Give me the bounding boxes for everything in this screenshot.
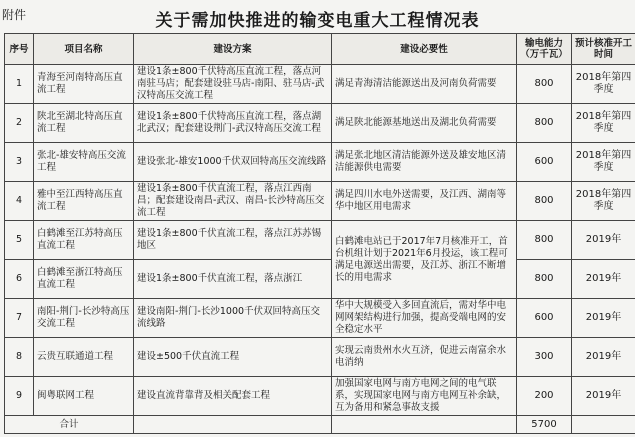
cell-capacity: 800 bbox=[517, 104, 572, 143]
cell-time: 2018年第四季度 bbox=[572, 143, 635, 182]
cell-name: 陕北至湖北特高压直流工程 bbox=[34, 104, 134, 143]
cell-plan: 建设±500千伏直流工程 bbox=[134, 338, 332, 377]
total-plan-empty bbox=[134, 416, 332, 434]
cell-name: 青海至河南特高压直流工程 bbox=[34, 65, 134, 104]
cell-no: 9 bbox=[5, 377, 34, 416]
cell-no: 6 bbox=[5, 260, 34, 299]
cell-need: 加强国家电网与南方电网之间的电气联系，实现国家电网与南方电网互补余缺，互为备用和紧急事故支援 bbox=[332, 377, 517, 416]
table-row bbox=[5, 104, 635, 143]
table-row bbox=[5, 221, 635, 260]
header-need: 建设必要性 bbox=[332, 34, 517, 65]
cell-plan: 建设直流背靠背及相关配套工程 bbox=[134, 377, 332, 416]
cell-capacity: 600 bbox=[517, 143, 572, 182]
cell-capacity: 800 bbox=[517, 260, 572, 299]
cell-need: 满足四川水电外送需要，及江西、湖南等华中地区用电需求 bbox=[332, 182, 517, 221]
cell-no: 3 bbox=[5, 143, 34, 182]
cell-capacity: 300 bbox=[517, 338, 572, 377]
cell-plan: 建设1条±800千伏特高压直流工程，落点河南驻马店；配套建设驻马店-南阳、驻马店-武汉特高压交流工程 bbox=[134, 65, 332, 104]
table-row bbox=[5, 182, 635, 221]
cell-name: 白鹤滩至江苏特高压直流工程 bbox=[34, 221, 134, 260]
projects-table bbox=[4, 33, 635, 434]
cell-capacity: 600 bbox=[517, 299, 572, 338]
header-name: 项目名称 bbox=[34, 34, 134, 65]
cell-no: 4 bbox=[5, 182, 34, 221]
cell-capacity: 800 bbox=[517, 182, 572, 221]
cell-no: 5 bbox=[5, 221, 34, 260]
cell-time: 2018年第四季度 bbox=[572, 104, 635, 143]
cell-need-merged: 白鹤滩电站已于2017年7月核准开工，首台机组计划于2021年6月投运，该工程可满足电源送出需要，及江苏、浙江不断增长的用电需求 bbox=[332, 221, 517, 299]
cell-name: 南阳-荆门-长沙特高压交流工程 bbox=[34, 299, 134, 338]
cell-time: 2019年 bbox=[572, 338, 635, 377]
cell-need: 华中大规模受入多回直流后，需对华中电网网架结构进行加强，提高受端电网的安全稳定水平 bbox=[332, 299, 517, 338]
cell-time: 2018年第四季度 bbox=[572, 65, 635, 104]
total-time-empty bbox=[572, 416, 635, 434]
cell-time: 2019年 bbox=[572, 260, 635, 299]
table-row bbox=[5, 299, 635, 338]
cell-time: 2018年第四季度 bbox=[572, 182, 635, 221]
table-row bbox=[5, 338, 635, 377]
cell-no: 2 bbox=[5, 104, 34, 143]
cell-plan: 建设1条±800千伏直流工程，落点江苏苏锡地区 bbox=[134, 221, 332, 260]
cell-name: 张北-雄安特高压交流工程 bbox=[34, 143, 134, 182]
table-row bbox=[5, 143, 635, 182]
cell-name: 闽粤联网工程 bbox=[34, 377, 134, 416]
cell-capacity: 200 bbox=[517, 377, 572, 416]
table-row bbox=[5, 260, 635, 299]
cell-need: 满足陕北能源基地送出及湖北负荷需要 bbox=[332, 104, 517, 143]
cell-capacity: 800 bbox=[517, 65, 572, 104]
cell-need: 实现云南贵州水火互济，促进云南富余水电消纳 bbox=[332, 338, 517, 377]
table-header-row bbox=[5, 34, 635, 65]
header-capacity: 输电能力（万千瓦） bbox=[517, 34, 572, 65]
cell-name: 白鹤滩至浙江特高压直流工程 bbox=[34, 260, 134, 299]
header-no: 序号 bbox=[5, 34, 34, 65]
cell-no: 7 bbox=[5, 299, 34, 338]
table-row bbox=[5, 377, 635, 416]
cell-need: 满足张北地区清洁能源外送及雄安地区清洁能源供电需要 bbox=[332, 143, 517, 182]
cell-plan: 建设南阳-荆门-长沙1000千伏双回特高压交流线路 bbox=[134, 299, 332, 338]
cell-need: 满足青海清洁能源送出及河南负荷需要 bbox=[332, 65, 517, 104]
header-time: 预计核准开工时间 bbox=[572, 34, 635, 65]
cell-time: 2019年 bbox=[572, 221, 635, 260]
cell-plan: 建设1条±800千伏特高压直流工程，落点湖北武汉；配套建设荆门-武汉特高压交流工程 bbox=[134, 104, 332, 143]
cell-time: 2019年 bbox=[572, 377, 635, 416]
cell-plan: 建设张北-雄安1000千伏双回特高压交流线路 bbox=[134, 143, 332, 182]
header-plan: 建设方案 bbox=[134, 34, 332, 65]
cell-plan: 建设1条±800千伏直流工程，落点江西南昌；配套建设南昌-武汉、南昌-长沙特高压交流工程 bbox=[134, 182, 332, 221]
total-label: 合计 bbox=[5, 416, 134, 434]
cell-time: 2019年 bbox=[572, 299, 635, 338]
cell-capacity: 800 bbox=[517, 221, 572, 260]
cell-name: 云贵互联通道工程 bbox=[34, 338, 134, 377]
page-title: 关于需加快推进的输变电重大工程情况表 bbox=[155, 11, 480, 31]
total-row bbox=[5, 416, 635, 434]
total-capacity: 5700 bbox=[517, 416, 572, 434]
total-need-empty bbox=[332, 416, 517, 434]
cell-plan: 建设1条±800千伏直流工程，落点浙江 bbox=[134, 260, 332, 299]
table-row bbox=[5, 65, 635, 104]
cell-no: 8 bbox=[5, 338, 34, 377]
cell-no: 1 bbox=[5, 65, 34, 104]
cell-name: 雅中至江西特高压直流工程 bbox=[34, 182, 134, 221]
attachment-label: 附件 bbox=[2, 8, 27, 22]
